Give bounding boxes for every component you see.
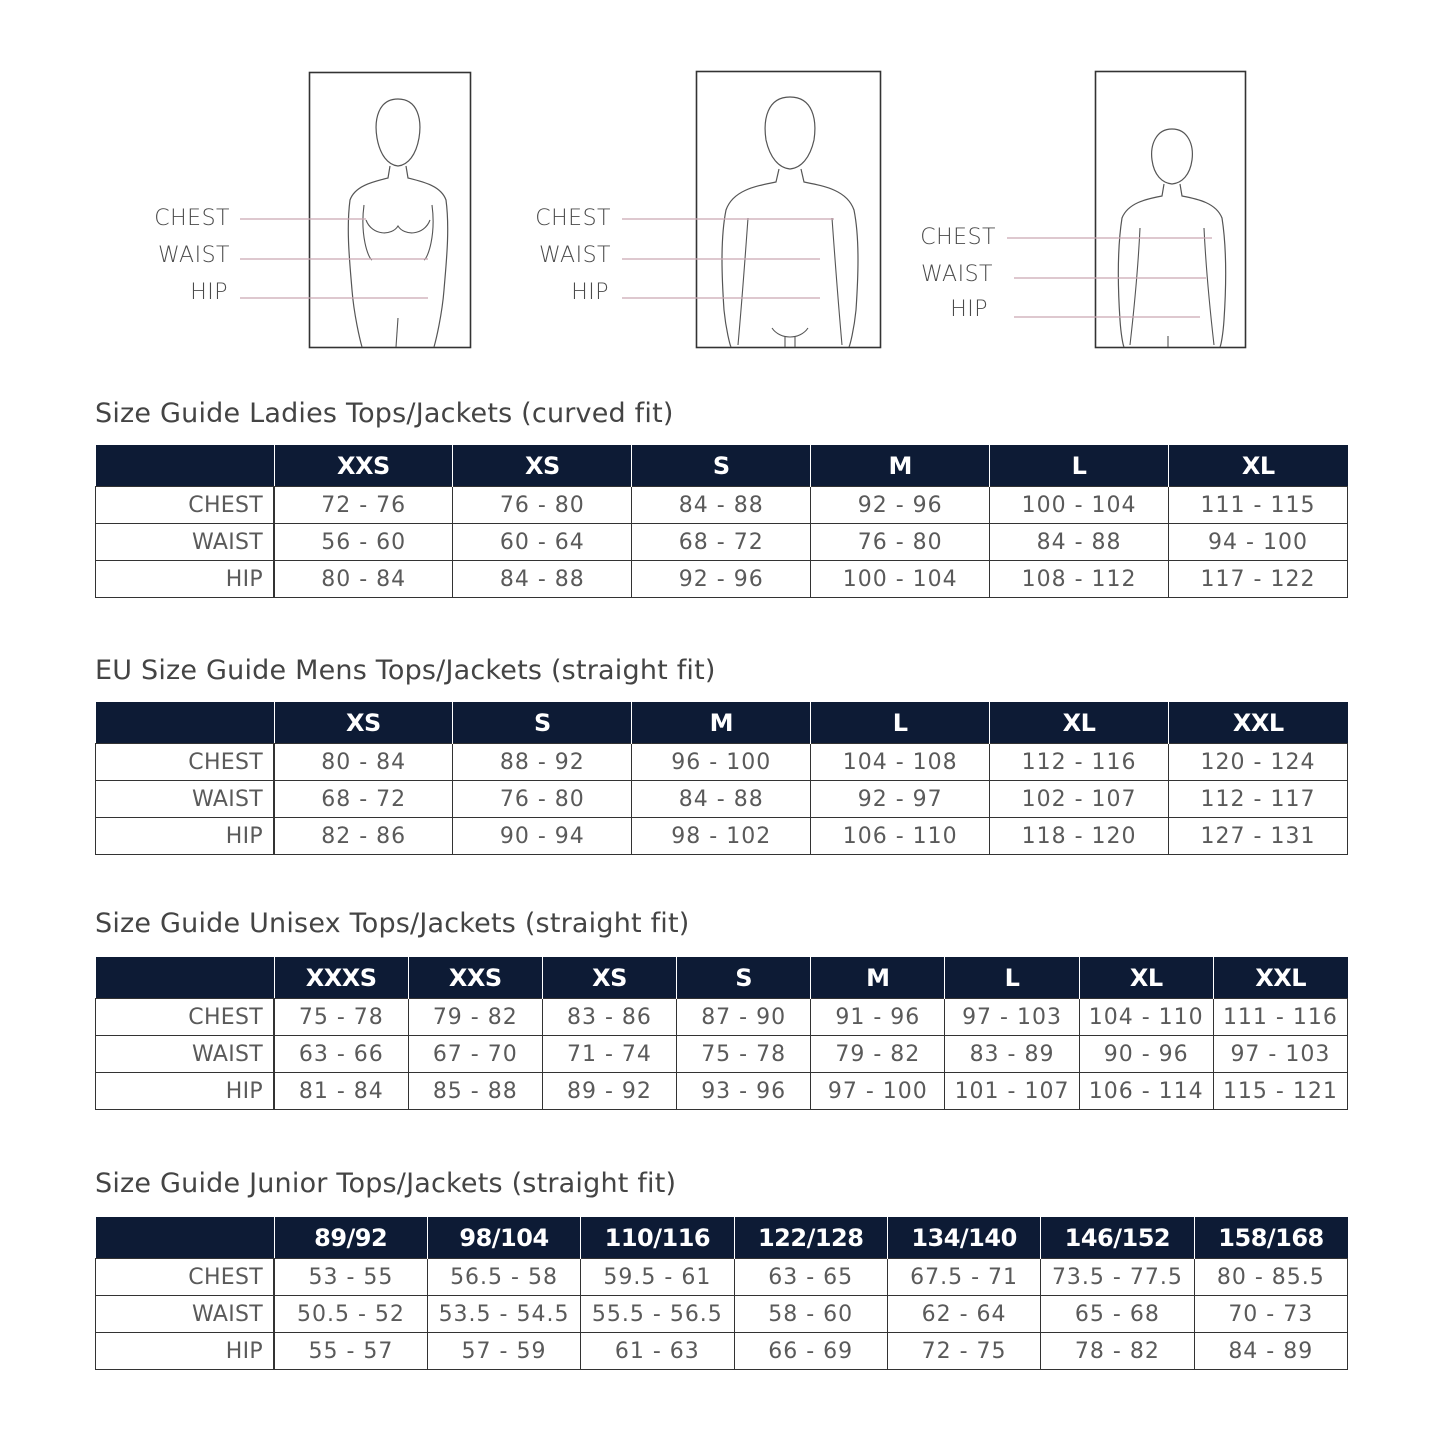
table-cell: 92 - 96 (632, 561, 811, 598)
row-label: HIP (96, 1333, 275, 1370)
table-header-row (96, 702, 1348, 744)
table-cell: 81 - 84 (274, 1073, 408, 1110)
table-row (96, 999, 1348, 1036)
table-cell: 75 - 78 (274, 999, 408, 1036)
table-cell: 68 - 72 (274, 781, 453, 818)
table-cell: 70 - 73 (1194, 1296, 1347, 1333)
junior-table-title: Size Guide Junior Tops/Jackets (straight fit) (95, 1168, 677, 1199)
ladies-chest-label: CHEST (154, 206, 230, 231)
junior-body-outline (0, 0, 1260, 360)
row-label: HIP (96, 561, 275, 598)
table-cell: 118 - 120 (990, 818, 1169, 855)
table-cell: 80 - 85.5 (1194, 1259, 1347, 1296)
junior-chest-label: CHEST (920, 225, 996, 250)
junior-size-table (95, 1217, 1348, 1370)
table-cell: 101 - 107 (945, 1073, 1079, 1110)
table-cell: 79 - 82 (811, 1036, 945, 1073)
size-header: XXL (1169, 702, 1348, 744)
table-row (96, 561, 1348, 598)
table-cell: 58 - 60 (734, 1296, 887, 1333)
size-header: S (677, 957, 811, 999)
table-cell: 79 - 82 (408, 999, 542, 1036)
table-cell: 73.5 - 77.5 (1041, 1259, 1194, 1296)
table-row (96, 1296, 1348, 1333)
size-header: XL (1079, 957, 1213, 999)
size-header: XXS (408, 957, 542, 999)
table-row (96, 1073, 1348, 1110)
table-row (96, 781, 1348, 818)
row-label: CHEST (96, 1259, 275, 1296)
row-label: WAIST (96, 1036, 275, 1073)
unisex-table-title: Size Guide Unisex Tops/Jackets (straight fit) (95, 908, 690, 939)
mens-waist-label: WAIST (539, 243, 611, 268)
size-header: XL (990, 702, 1169, 744)
ladies-hip-label: HIP (190, 280, 228, 305)
table-cell: 104 - 108 (811, 744, 990, 781)
junior-hip-label: HIP (950, 297, 988, 322)
table-cell: 59.5 - 61 (581, 1259, 734, 1296)
size-header: L (945, 957, 1079, 999)
table-cell: 76 - 80 (811, 524, 990, 561)
table-cell: 92 - 96 (811, 487, 990, 524)
mens-size-table (95, 702, 1348, 855)
header-corner (96, 957, 275, 999)
row-label: WAIST (96, 524, 275, 561)
table-cell: 61 - 63 (581, 1333, 734, 1370)
table-cell: 57 - 59 (427, 1333, 580, 1370)
table-cell: 88 - 92 (453, 744, 632, 781)
table-header-row (96, 445, 1348, 487)
table-cell: 97 - 103 (1213, 1036, 1347, 1073)
table-cell: 90 - 94 (453, 818, 632, 855)
size-header: 98/104 (427, 1217, 580, 1259)
table-cell: 100 - 104 (811, 561, 990, 598)
table-row (96, 1259, 1348, 1296)
size-header: 158/168 (1194, 1217, 1347, 1259)
table-row (96, 524, 1348, 561)
row-label: WAIST (96, 781, 275, 818)
size-header: S (453, 702, 632, 744)
table-cell: 112 - 117 (1169, 781, 1348, 818)
table-cell: 68 - 72 (632, 524, 811, 561)
table-header-row (96, 957, 1348, 999)
table-cell: 117 - 122 (1169, 561, 1348, 598)
mens-hip-label: HIP (571, 280, 609, 305)
table-cell: 67.5 - 71 (887, 1259, 1040, 1296)
size-header: 134/140 (887, 1217, 1040, 1259)
size-header: L (811, 702, 990, 744)
table-cell: 71 - 74 (542, 1036, 676, 1073)
row-label: CHEST (96, 744, 275, 781)
table-cell: 56.5 - 58 (427, 1259, 580, 1296)
table-cell: 53.5 - 54.5 (427, 1296, 580, 1333)
table-cell: 78 - 82 (1041, 1333, 1194, 1370)
size-header: XL (1169, 445, 1348, 487)
size-header: L (990, 445, 1169, 487)
table-cell: 89 - 92 (542, 1073, 676, 1110)
table-cell: 102 - 107 (990, 781, 1169, 818)
table-cell: 82 - 86 (274, 818, 453, 855)
table-cell: 87 - 90 (677, 999, 811, 1036)
table-cell: 106 - 114 (1079, 1073, 1213, 1110)
table-cell: 65 - 68 (1041, 1296, 1194, 1333)
table-cell: 53 - 55 (274, 1259, 427, 1296)
size-header: XXS (274, 445, 453, 487)
table-cell: 97 - 103 (945, 999, 1079, 1036)
table-cell: 84 - 88 (453, 561, 632, 598)
row-label: CHEST (96, 487, 275, 524)
table-cell: 91 - 96 (811, 999, 945, 1036)
size-header: 110/116 (581, 1217, 734, 1259)
mens-table-title: EU Size Guide Mens Tops/Jackets (straight fit) (95, 655, 716, 686)
ladies-size-table (95, 445, 1348, 598)
table-row (96, 744, 1348, 781)
size-header: M (632, 702, 811, 744)
table-cell: 75 - 78 (677, 1036, 811, 1073)
table-cell: 96 - 100 (632, 744, 811, 781)
table-cell: 56 - 60 (274, 524, 453, 561)
table-cell: 93 - 96 (677, 1073, 811, 1110)
row-label: HIP (96, 818, 275, 855)
table-cell: 80 - 84 (274, 744, 453, 781)
table-cell: 62 - 64 (887, 1296, 1040, 1333)
table-row (96, 1036, 1348, 1073)
table-header-row (96, 1217, 1348, 1259)
table-cell: 97 - 100 (811, 1073, 945, 1110)
table-cell: 84 - 88 (632, 487, 811, 524)
table-cell: 72 - 76 (274, 487, 453, 524)
table-cell: 120 - 124 (1169, 744, 1348, 781)
mens-chest-label: CHEST (535, 206, 611, 231)
table-cell: 84 - 88 (632, 781, 811, 818)
size-header: XS (274, 702, 453, 744)
size-header: XS (453, 445, 632, 487)
size-header: S (632, 445, 811, 487)
table-cell: 66 - 69 (734, 1333, 887, 1370)
table-cell: 55.5 - 56.5 (581, 1296, 734, 1333)
row-label: HIP (96, 1073, 275, 1110)
unisex-size-table (95, 957, 1348, 1110)
table-cell: 84 - 88 (990, 524, 1169, 561)
size-header: 122/128 (734, 1217, 887, 1259)
size-header: M (811, 445, 990, 487)
table-cell: 90 - 96 (1079, 1036, 1213, 1073)
header-corner (96, 445, 275, 487)
table-row (96, 487, 1348, 524)
row-label: WAIST (96, 1296, 275, 1333)
ladies-waist-label: WAIST (158, 243, 230, 268)
table-cell: 63 - 65 (734, 1259, 887, 1296)
table-cell: 55 - 57 (274, 1333, 427, 1370)
ladies-table-title: Size Guide Ladies Tops/Jackets (curved fit) (95, 398, 674, 429)
table-cell: 111 - 116 (1213, 999, 1347, 1036)
table-cell: 83 - 89 (945, 1036, 1079, 1073)
size-header: XS (542, 957, 676, 999)
table-cell: 111 - 115 (1169, 487, 1348, 524)
table-cell: 92 - 97 (811, 781, 990, 818)
table-cell: 76 - 80 (453, 781, 632, 818)
table-cell: 85 - 88 (408, 1073, 542, 1110)
size-header: XXL (1213, 957, 1347, 999)
table-cell: 83 - 86 (542, 999, 676, 1036)
size-header: XXXS (274, 957, 408, 999)
table-cell: 115 - 121 (1213, 1073, 1347, 1110)
table-cell: 100 - 104 (990, 487, 1169, 524)
size-header: 146/152 (1041, 1217, 1194, 1259)
table-cell: 80 - 84 (274, 561, 453, 598)
junior-waist-label: WAIST (921, 262, 993, 287)
row-label: CHEST (96, 999, 275, 1036)
table-cell: 108 - 112 (990, 561, 1169, 598)
table-row (96, 818, 1348, 855)
table-cell: 63 - 66 (274, 1036, 408, 1073)
table-cell: 76 - 80 (453, 487, 632, 524)
header-corner (96, 702, 275, 744)
size-header: 89/92 (274, 1217, 427, 1259)
table-cell: 104 - 110 (1079, 999, 1213, 1036)
table-cell: 84 - 89 (1194, 1333, 1347, 1370)
table-cell: 112 - 116 (990, 744, 1169, 781)
size-header: M (811, 957, 945, 999)
table-cell: 127 - 131 (1169, 818, 1348, 855)
table-row (96, 1333, 1348, 1370)
table-cell: 94 - 100 (1169, 524, 1348, 561)
table-cell: 67 - 70 (408, 1036, 542, 1073)
table-cell: 98 - 102 (632, 818, 811, 855)
table-cell: 72 - 75 (887, 1333, 1040, 1370)
table-cell: 106 - 110 (811, 818, 990, 855)
header-corner (96, 1217, 275, 1259)
table-cell: 50.5 - 52 (274, 1296, 427, 1333)
table-cell: 60 - 64 (453, 524, 632, 561)
